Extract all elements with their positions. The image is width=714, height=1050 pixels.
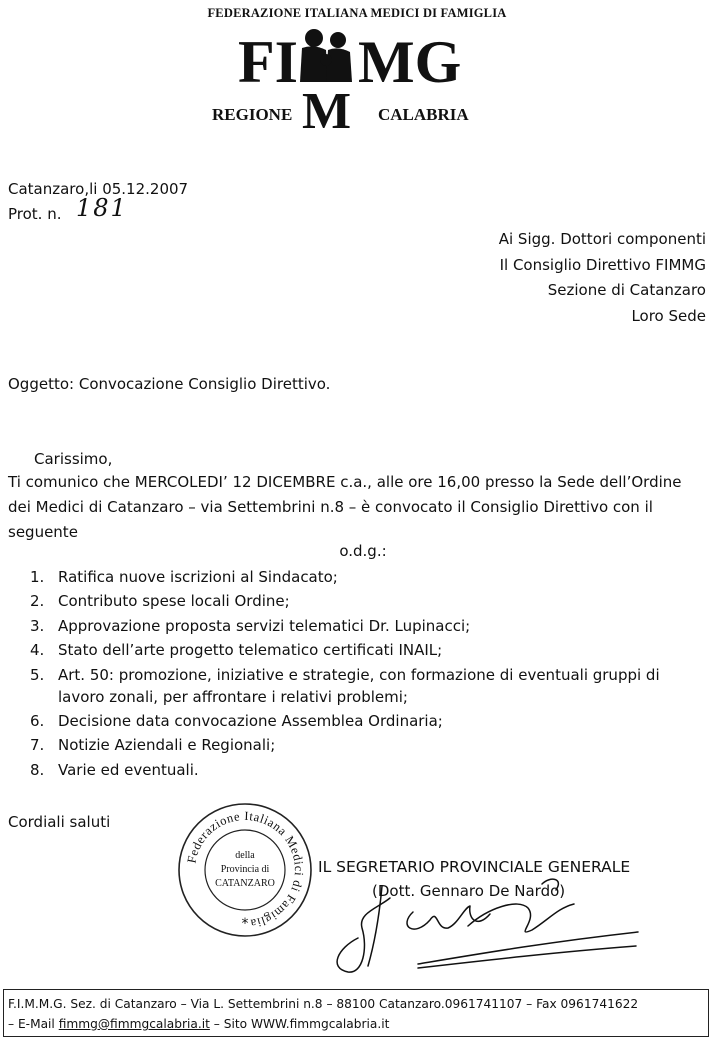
fimmg-logo <box>210 20 510 132</box>
agenda-text: Art. 50: promozione, iniziative e strategie, con formazione di eventuali gruppi di lavoro zonali, per affrontare i relativi problemi; <box>58 665 660 706</box>
agenda-number: 6. <box>30 711 45 730</box>
salutation: Carissimo, <box>34 450 113 468</box>
region-right: CALABRIA <box>378 105 469 124</box>
agenda-text: Varie ed eventuali. <box>58 760 199 779</box>
recipient-line: Il Consiglio Direttivo FIMMG <box>499 255 706 274</box>
agenda-text: Ratifica nuove iscrizioni al Sindacato; <box>58 568 338 586</box>
list-item <box>30 639 710 661</box>
email-link[interactable]: fimmg@fimmgcalabria.it <box>58 1017 210 1031</box>
stamp-line3: CATANZARO <box>215 878 275 889</box>
agenda-text: Contributo spese locali Ordine; <box>58 592 290 611</box>
signer-title: IL SEGRETARIO PROVINCIALE GENERALE <box>318 858 631 876</box>
agenda-list <box>30 566 710 783</box>
agenda-heading: o.d.g.: <box>339 542 387 560</box>
recipients-block <box>306 227 706 329</box>
footer-contacts <box>8 1014 702 1034</box>
recipient-line: Ai Sigg. Dottori componenti <box>498 230 706 248</box>
logo-text-left: FI <box>238 29 298 95</box>
subject-line: Oggetto: Convocazione Consiglio Direttivo. <box>8 375 331 393</box>
list-item <box>30 734 710 756</box>
list-item <box>30 615 710 637</box>
closing: Cordiali saluti <box>8 813 111 831</box>
agenda-text: Decisione data convocazione Assemblea Ordinaria; <box>58 711 443 730</box>
recipient-line: Sezione di Catanzaro <box>547 281 706 299</box>
agenda-number: 4. <box>30 641 45 660</box>
agenda-text: Notizie Aziendali e Regionali; <box>58 736 276 755</box>
footer-address: F.I.M.M.G. Sez. di Catanzaro – Via L. Settembrini n.8 – 88100 Catanzaro.0961741107 – Fax 0961741622 <box>8 997 639 1011</box>
body-paragraph: Ti comunico che MERCOLEDI’ 12 DICEMBRE c.a., alle ore 16,00 presso la Sede dell’Ordine dei Medici di Catanzaro – via Settembrini n.8 – è convocato il Consiglio Direttivo con il seguente <box>8 473 682 541</box>
list-item <box>30 566 710 588</box>
footer-box <box>3 989 709 1037</box>
agenda-number: 2. <box>30 592 45 611</box>
protocol-label: Prot. n. <box>8 205 62 223</box>
logo-text-right: MG <box>358 29 462 95</box>
agenda-text: Stato dell’arte progetto telematico certificati INAIL; <box>58 641 443 660</box>
list-item <box>30 710 710 732</box>
agenda-number: 1. <box>30 568 45 586</box>
family-silhouette-icon <box>300 29 352 82</box>
agenda-number: 7. <box>30 736 45 755</box>
protocol-number: 181 <box>76 194 128 222</box>
handwritten-signature <box>318 868 648 978</box>
website-link[interactable]: WWW.fimmgcalabria.it <box>250 1017 390 1031</box>
stamp-star: * <box>241 916 249 932</box>
official-stamp <box>175 800 315 940</box>
list-item <box>30 759 710 781</box>
recipient-line: Loro Sede <box>631 306 706 325</box>
agenda-number: 5. <box>30 665 45 684</box>
region-left: REGIONE <box>212 105 293 124</box>
agenda-number: 8. <box>30 760 45 779</box>
list-item <box>30 590 710 612</box>
footer-site-prefix: – Sito <box>209 1017 251 1031</box>
stamp-ring-textpath: Federazione Italiana Medici di Famiglia <box>184 808 307 931</box>
logo-letter: M <box>302 83 352 132</box>
place-date: Catanzaro,li 05.12.2007 <box>8 180 189 198</box>
agenda-text: Approvazione proposta servizi telematici Dr. Lupinacci; <box>58 616 471 635</box>
signer-name: (Dott. Gennaro De Nardo) <box>372 882 566 900</box>
stamp-line2: Provincia di <box>220 864 270 875</box>
stamp-line1: della <box>235 850 255 861</box>
agenda-number: 3. <box>30 616 45 635</box>
list-item <box>30 664 710 708</box>
organization-name: FEDERAZIONE ITALIANA MEDICI DI FAMIGLIA <box>207 6 507 20</box>
footer-email-prefix: – E-Mail <box>8 1017 59 1031</box>
